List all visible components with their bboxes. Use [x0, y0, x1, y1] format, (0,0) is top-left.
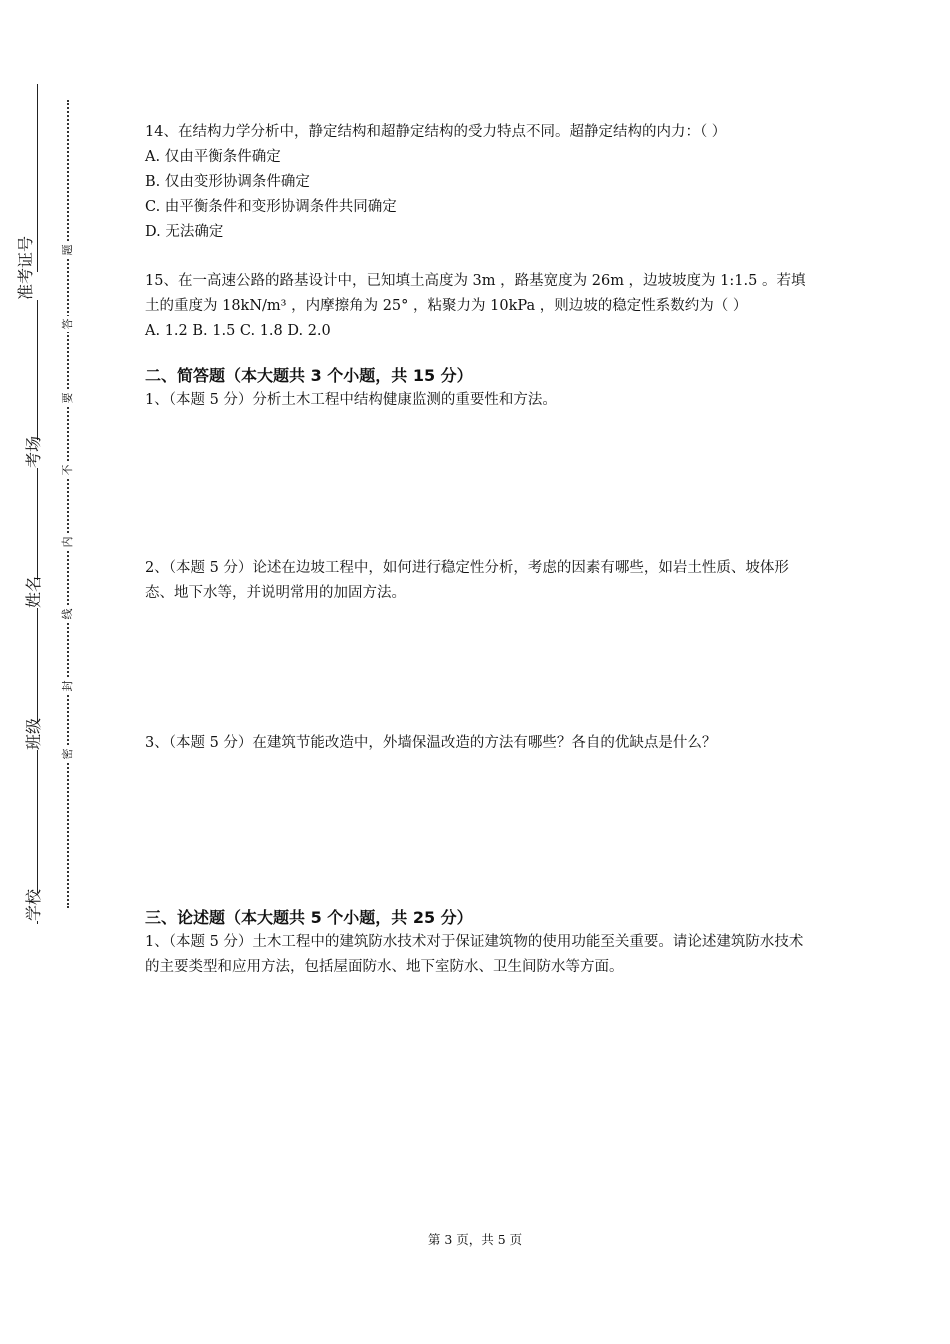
seal-char: 要 [60, 390, 76, 406]
short-answer-1: 1、（本题 5 分）分析土木工程中结构健康监测的重要性和方法。 [145, 392, 557, 408]
short-answer-2: 2、（本题 5 分）论述在边坡工程中，如何进行稳定性分析，考虑的因素有哪些，如岩土性质、坡体形态、地下水等，并说明常用的加固方法。 [145, 560, 789, 601]
seal-dotted-line [67, 100, 69, 908]
seal-char: 不 [60, 462, 76, 478]
option-c: C. 由平衡条件和变形协调条件共同确定 [145, 199, 397, 215]
seal-char: 内 [60, 534, 76, 550]
options-line: A. 1.2 B. 1.5 C. 1.8 D. 2.0 [145, 323, 331, 339]
question-15 [145, 269, 810, 344]
seal-char: 答 [60, 316, 76, 332]
seal-char: 题 [60, 242, 76, 258]
essay-1: 1、（本题 5 分）土木工程中的建筑防水技术对于保证建筑物的使用功能至关重要。请论述建筑防水技术的主要类型和应用方法，包括屋面防水、地下室防水、卫生间防水等方面。 [145, 934, 804, 975]
page-footer: 第 3 页，共 5 页 [427, 1232, 523, 1247]
field-name: 姓名 [26, 580, 50, 608]
field-school: 学校 [26, 893, 50, 921]
binding-solid-line [37, 84, 38, 924]
exam-content [145, 120, 810, 980]
binding-margin [0, 0, 120, 1344]
option-d: D. 无法确定 [145, 224, 224, 240]
section-short-answer-title: 二、简答题（本大题共 3 个小题，共 15 分） [145, 366, 473, 385]
seal-char: 线 [60, 606, 76, 622]
question-stem: 14、在结构力学分析中，静定结构和超静定结构的受力特点不同。超静定结构的内力：（ ） [145, 124, 727, 140]
field-exam-room: 考场 [26, 440, 50, 468]
option-b: B. 仅由变形协调条件确定 [145, 174, 310, 190]
field-exam-number: 准考证号 [18, 272, 58, 300]
section-essay-title: 三、论述题（本大题共 5 个小题，共 25 分） [145, 908, 473, 927]
seal-char: 密 [60, 746, 76, 762]
question-14 [145, 120, 810, 245]
field-class: 班级 [26, 722, 50, 750]
short-answer-3: 3、（本题 5 分）在建筑节能改造中，外墙保温改造的方法有哪些？各自的优缺点是什么？ [145, 735, 717, 751]
option-a: A. 仅由平衡条件确定 [145, 149, 281, 165]
question-stem: 15、在一高速公路的路基设计中，已知填土高度为 3m ，路基宽度为 26m ，边坡坡度为 1:1.5 。若填土的重度为 18kN/m³ ，内摩擦角为 25° ，粘聚力为 10kPa ，则边坡的稳定性系数约为（ ） [145, 273, 806, 314]
seal-char: 封 [60, 678, 76, 694]
